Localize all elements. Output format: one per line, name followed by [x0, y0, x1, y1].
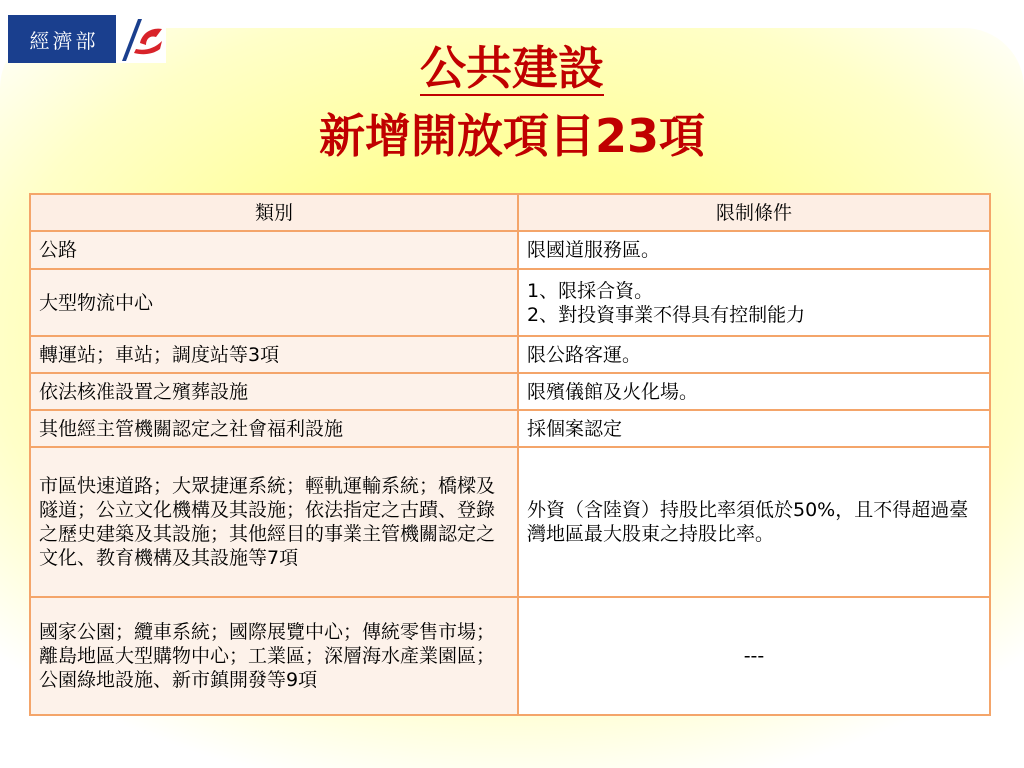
condition-cell: 外資（含陸資）持股比率須低於50%，且不得超過臺灣地區最大股東之持股比率。 — [518, 447, 990, 597]
table-row — [30, 410, 990, 447]
table-row — [30, 231, 990, 269]
condition-cell: 限殯儀館及火化場。 — [518, 373, 990, 410]
table-row — [30, 336, 990, 373]
slide-title — [0, 40, 1024, 164]
condition-cell: 限公路客運。 — [518, 336, 990, 373]
table-row — [30, 597, 990, 715]
title-line-1: 公共建設 — [420, 41, 604, 95]
header-condition: 限制條件 — [518, 194, 990, 231]
category-cell: 國家公園；纜車系統；國際展覽中心；傳統零售市場；離島地區大型購物中心；工業區；深層海水產業園區；公園綠地設施、新市鎮開發等9項 — [30, 597, 518, 715]
table-row — [30, 269, 990, 336]
category-cell: 依法核准設置之殯葬設施 — [30, 373, 518, 410]
logo-text: 經濟部 — [8, 15, 120, 63]
condition-cell: --- — [518, 597, 990, 715]
condition-cell: 採個案認定 — [518, 410, 990, 447]
category-cell: 公路 — [30, 231, 518, 269]
title-line-2: 新增開放項目23項 — [318, 109, 705, 163]
category-cell: 轉運站；車站；調度站等3項 — [30, 336, 518, 373]
restriction-table — [29, 193, 991, 716]
category-cell: 市區快速道路；大眾捷運系統；輕軌運輸系統；橋樑及隧道；公立文化機構及其設施；依法指定之古蹟、登錄之歷史建築及其設施；其他經目的事業主管機關認定之文化、教育機構及其設施等7項 — [30, 447, 518, 597]
category-cell: 其他經主管機關認定之社會福利設施 — [30, 410, 518, 447]
condition-cell: 1、限採合資。 2、對投資事業不得具有控制能力 — [518, 269, 990, 336]
condition-cell: 限國道服務區。 — [518, 231, 990, 269]
table-header-row — [30, 194, 990, 231]
header-category: 類別 — [30, 194, 518, 231]
table-row — [30, 373, 990, 410]
table-row — [30, 447, 990, 597]
category-cell: 大型物流中心 — [30, 269, 518, 336]
